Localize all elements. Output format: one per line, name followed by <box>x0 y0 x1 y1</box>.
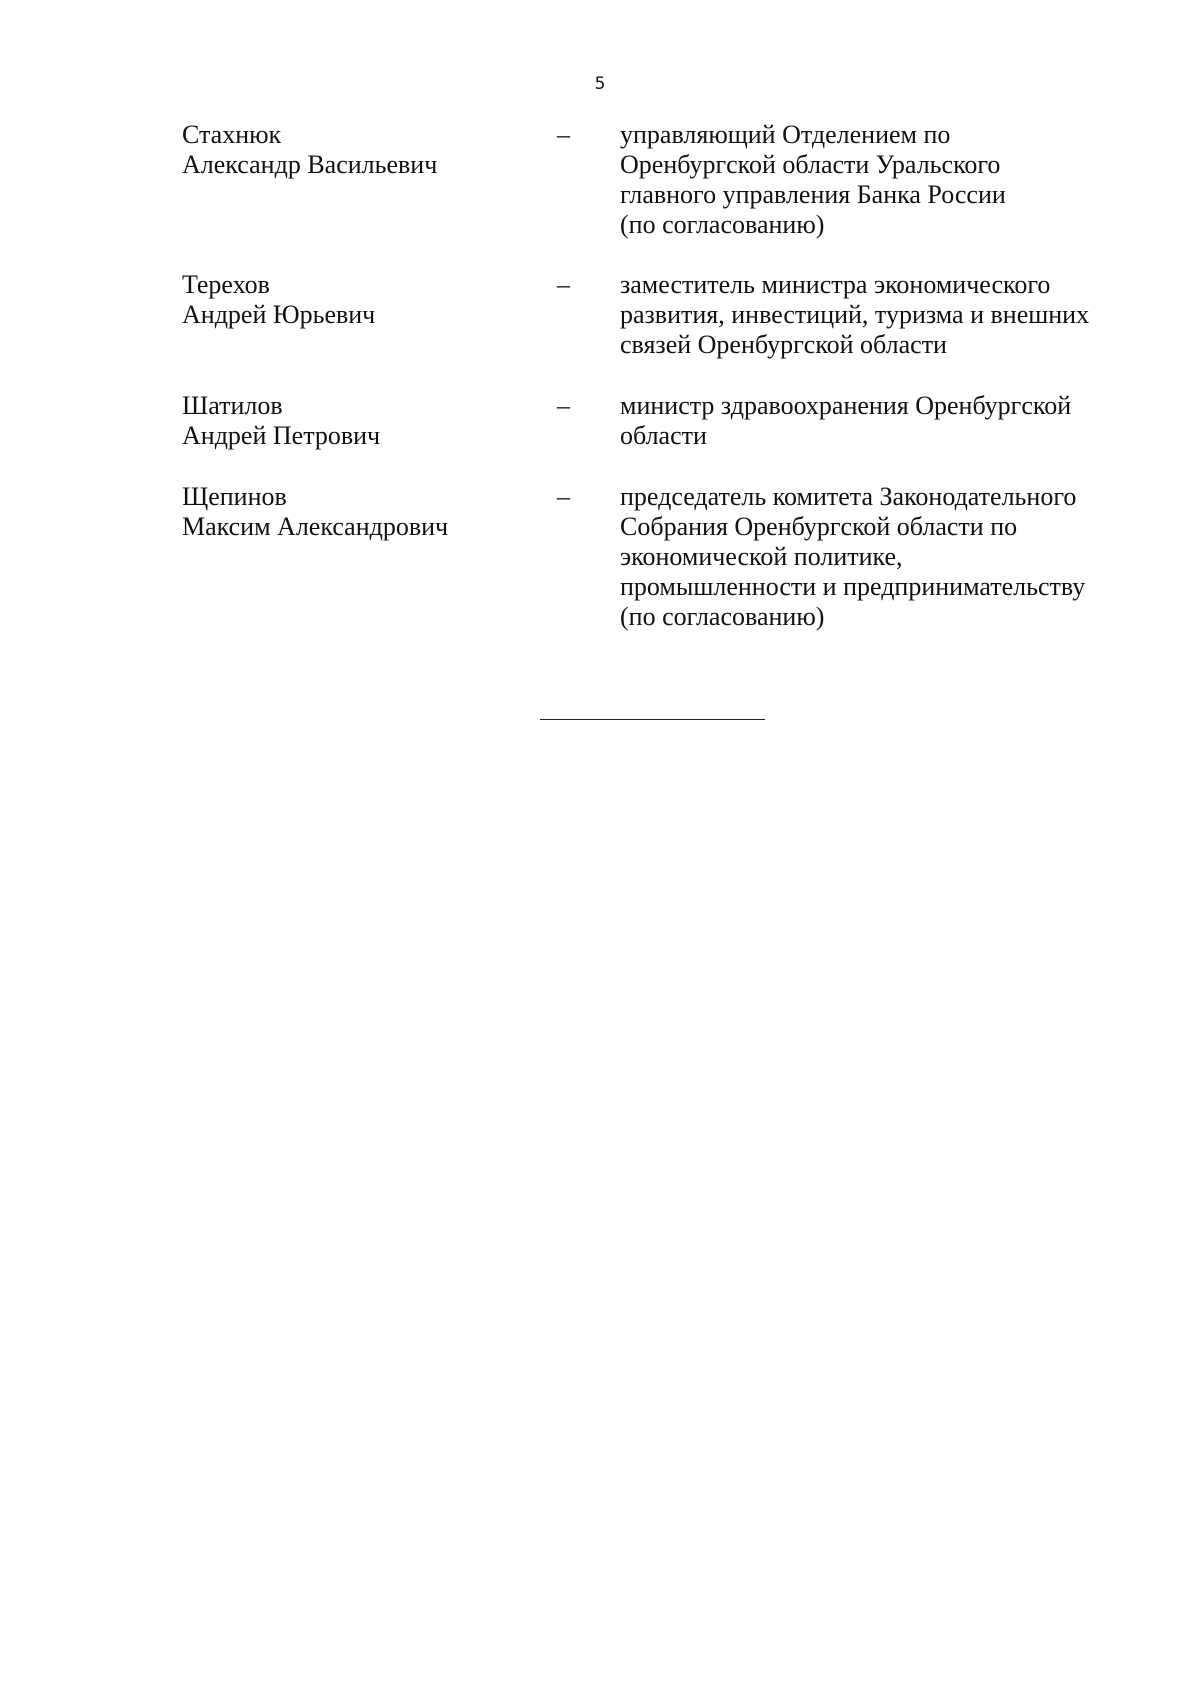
position-line: заместитель министра экономического <box>620 270 1051 299</box>
page-number: 5 <box>594 74 606 94</box>
member-given-names: Александр Васильевич <box>182 150 438 179</box>
position-line: (по согласованию) <box>620 602 825 631</box>
position-line: (по согласованию) <box>620 210 825 239</box>
member-given-names: Максим Александрович <box>182 512 449 541</box>
member-name <box>182 482 512 542</box>
position-line: министр здравоохранения Оренбургской <box>620 391 1072 420</box>
position-line: управляющий Отделением по <box>620 120 951 149</box>
separator-dash: – <box>557 482 570 511</box>
position-line: Оренбургской области Уральского <box>620 150 1001 179</box>
position-line: главного управления Банка России <box>620 180 1006 209</box>
member-name <box>182 270 512 330</box>
member-given-names: Андрей Юрьевич <box>182 300 376 329</box>
position-line: председатель комитета Законодательного <box>620 482 1077 511</box>
separator-dash: – <box>557 391 570 420</box>
member-surname: Стахнюк <box>182 120 282 149</box>
end-of-list-rule <box>540 719 765 720</box>
position-line: развития, инвестиций, туризма и внешних <box>620 300 1090 329</box>
member-position <box>620 120 1140 240</box>
position-line: Собрания Оренбургской области по <box>620 512 1018 541</box>
separator-dash: – <box>557 120 570 149</box>
position-line: связей Оренбургской области <box>620 330 947 359</box>
member-surname: Щепинов <box>182 482 287 511</box>
separator-dash: – <box>557 270 570 299</box>
member-position <box>620 270 1140 360</box>
member-surname: Шатилов <box>182 391 283 420</box>
member-name <box>182 391 512 451</box>
position-line: области <box>620 421 707 450</box>
member-surname: Терехов <box>182 270 270 299</box>
position-line: экономической политике, <box>620 542 903 571</box>
member-position <box>620 482 1140 632</box>
position-line: промышленности и предпринимательству <box>620 572 1086 601</box>
member-name <box>182 120 512 180</box>
member-given-names: Андрей Петрович <box>182 421 381 450</box>
member-position <box>620 391 1140 451</box>
